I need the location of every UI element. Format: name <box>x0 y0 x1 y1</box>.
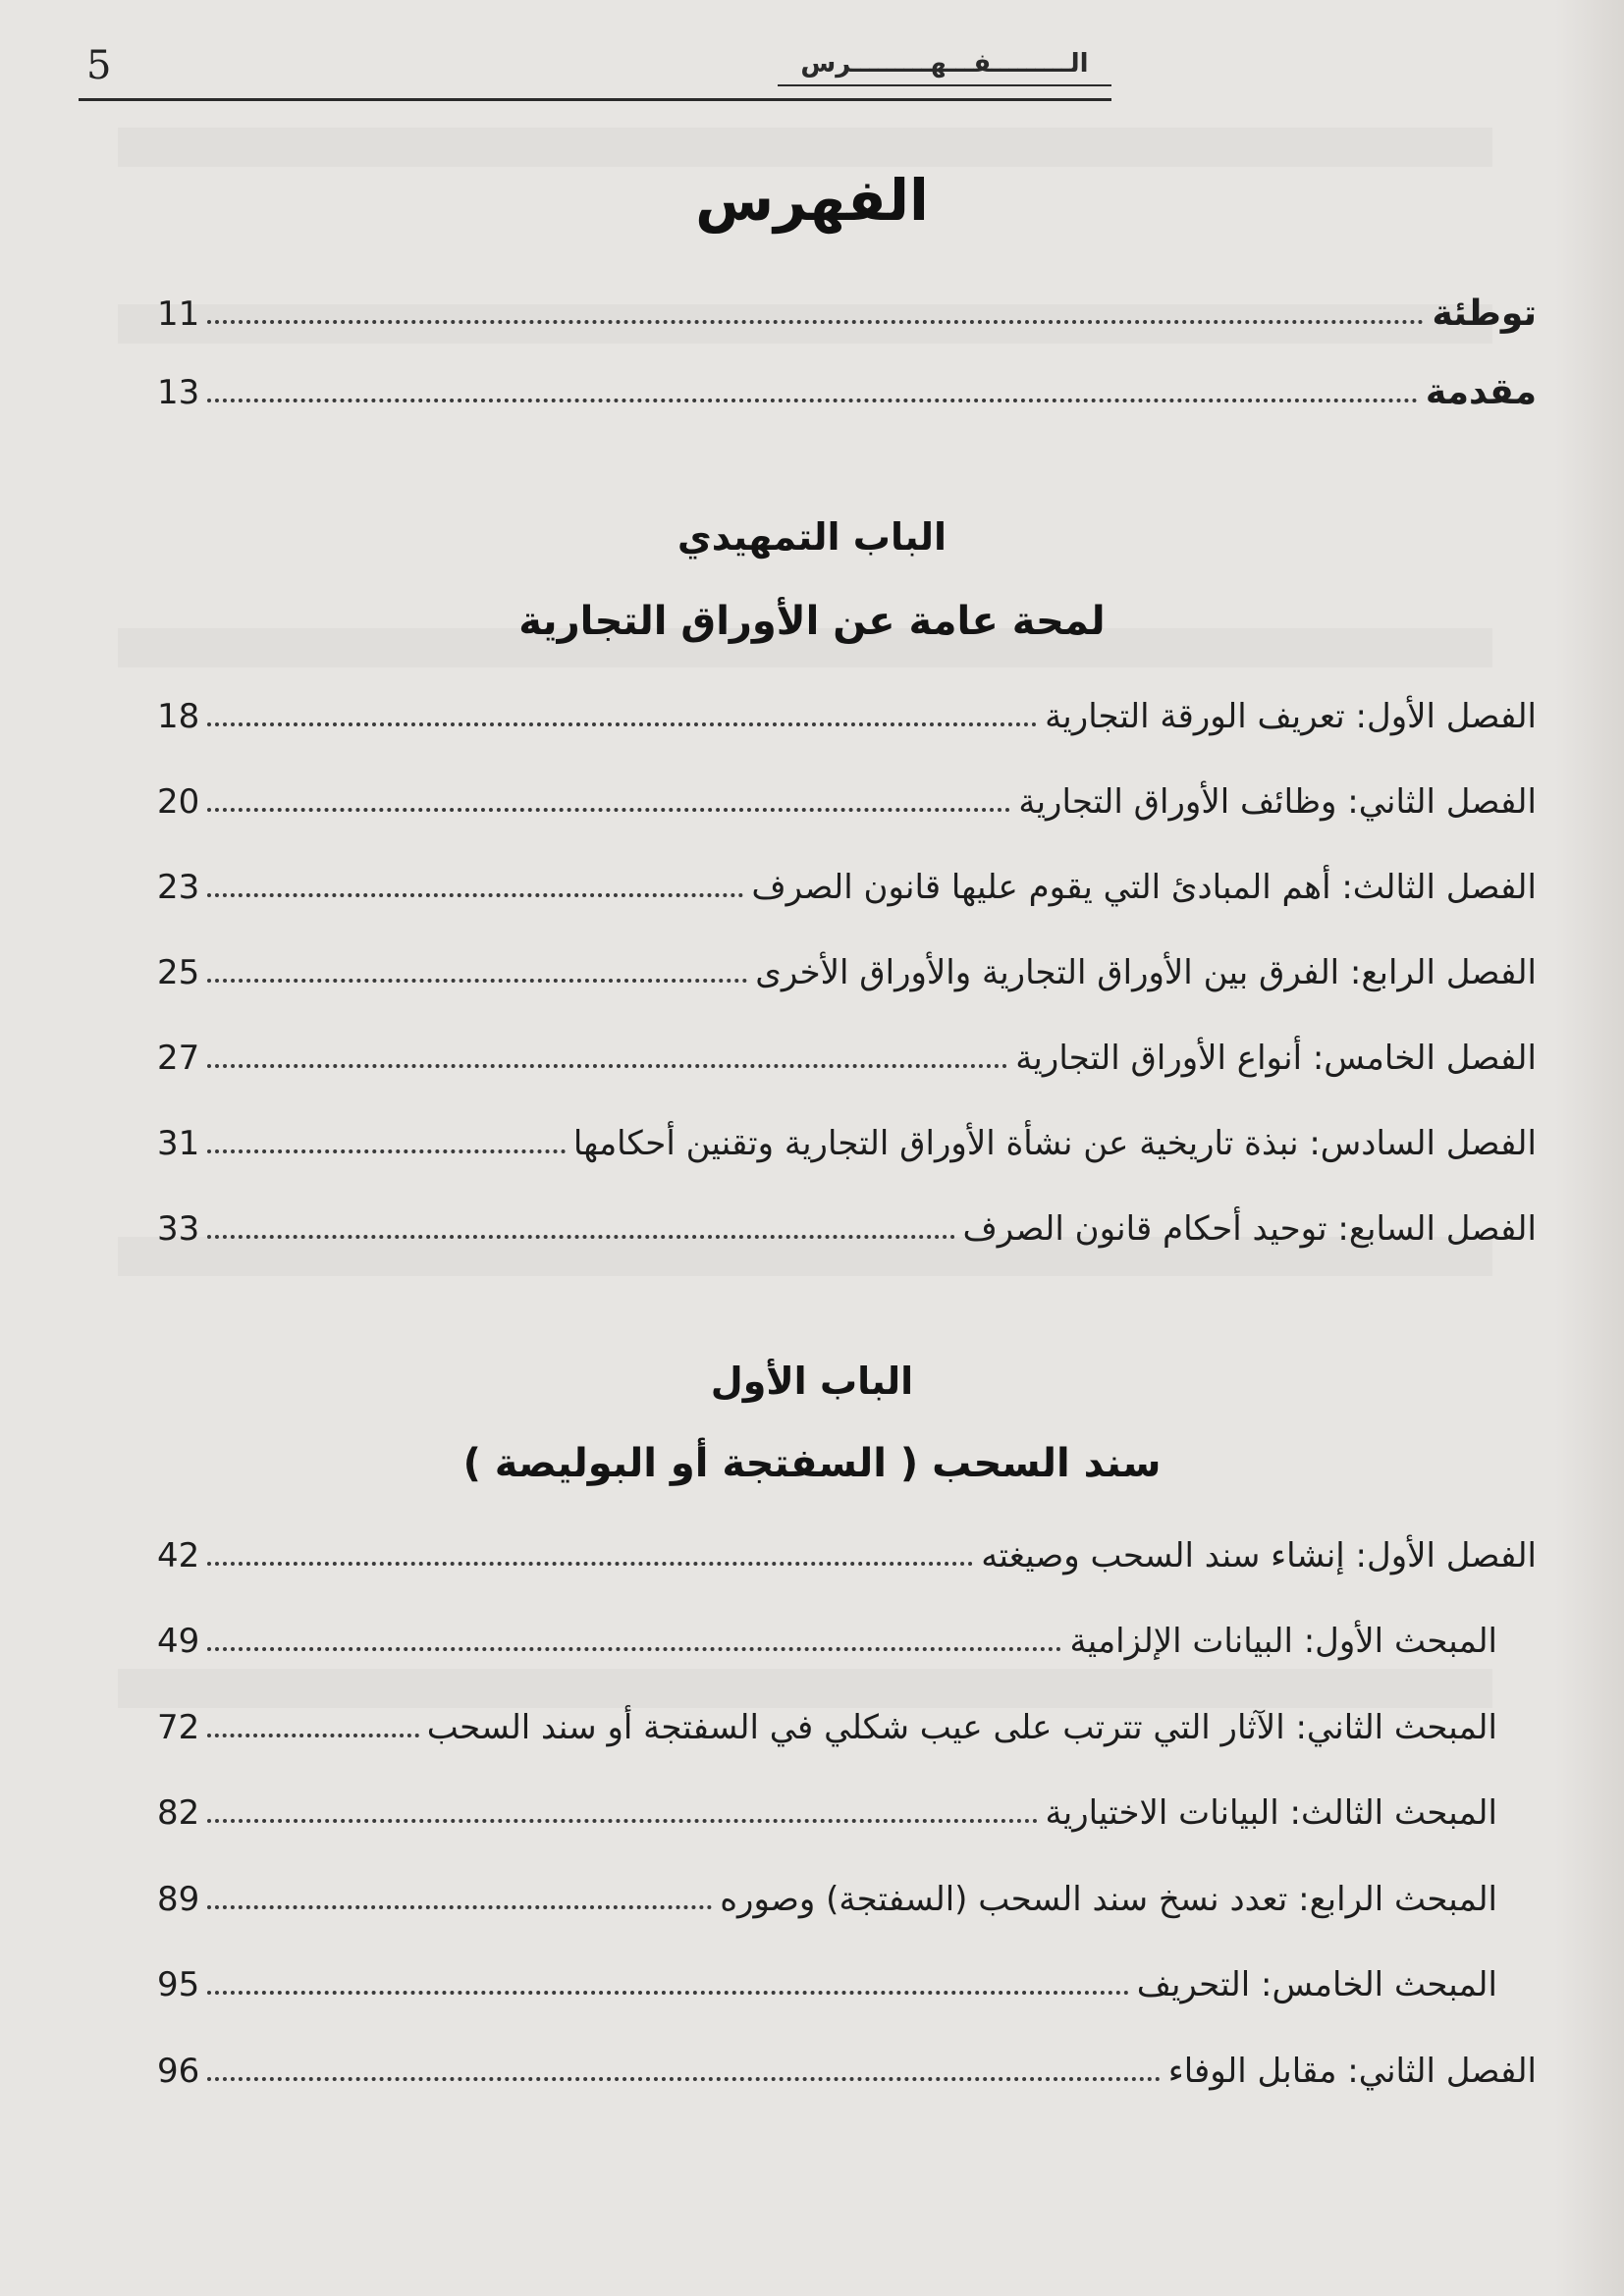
toc-entry-introduction[interactable] <box>157 285 1537 334</box>
dot-leader <box>207 1064 1007 1068</box>
toc-entry-label: الفصل الأول: إنشاء سند السحب وصيغته <box>981 1536 1537 1575</box>
toc-entry-label: مقدمة <box>1425 372 1537 412</box>
toc-entry-label: المبحث الثاني: الآثار التي تترتب على عيب شكلي في السفتجة أو سند السحب <box>426 1708 1497 1747</box>
toc-entry-label: المبحث الأول: البيانات الإلزامية <box>1069 1622 1497 1661</box>
part-heading-preliminary: الباب التمهيدي <box>677 515 947 559</box>
toc-entry-label: الفصل السادس: نبذة تاريخية عن نشأة الأوراق التجارية وتقنين أحكامها <box>572 1124 1537 1163</box>
dot-leader <box>207 1235 954 1239</box>
dot-leader <box>207 1734 419 1737</box>
dot-leader <box>207 1819 1037 1823</box>
toc-entry-label: الفصل السابع: توحيد أحكام قانون الصرف <box>962 1209 1537 1249</box>
toc-entry-page: 27 <box>157 1039 200 1078</box>
toc-entry-label: الفصل الثاني: وظائف الأوراق التجارية <box>1018 782 1537 822</box>
dot-leader <box>207 1562 973 1566</box>
toc-entry-label: المبحث الرابع: تعدد نسخ سند السحب (السفتجة) وصوره <box>720 1880 1497 1919</box>
toc-entry[interactable] <box>157 858 1537 907</box>
toc-entry-label: المبحث الثالث: البيانات الاختيارية <box>1045 1793 1497 1833</box>
toc-entry-page: 23 <box>157 868 200 907</box>
toc-subentry[interactable] <box>157 1955 1497 2004</box>
running-header <box>79 39 1111 101</box>
toc-entry-page: 95 <box>157 1965 200 2004</box>
dot-leader <box>207 1149 566 1153</box>
toc-subentry[interactable] <box>157 1784 1497 1833</box>
toc-entry-page: 18 <box>157 697 200 736</box>
toc-entry-page: 20 <box>157 782 200 822</box>
page-edge-shadow <box>1555 0 1624 2296</box>
toc-entry-preface[interactable] <box>157 363 1537 412</box>
toc-entry-page: 49 <box>157 1622 200 1661</box>
toc-entry-label: الفصل الخامس: أنواع الأوراق التجارية <box>1015 1039 1537 1078</box>
toc-entry[interactable] <box>157 773 1537 822</box>
toc-entry-page: 89 <box>157 1880 200 1919</box>
toc-entry-label: الفصل الأول: تعريف الورقة التجارية <box>1045 697 1537 736</box>
dot-leader <box>207 320 1424 324</box>
toc-entry[interactable] <box>157 687 1537 736</box>
toc-entry-page: 31 <box>157 1124 200 1163</box>
toc-entry-page: 96 <box>157 2052 200 2091</box>
page-title: الفهرس <box>695 167 929 234</box>
toc-subentry[interactable] <box>157 1698 1497 1747</box>
toc-entry-page: 33 <box>157 1209 200 1249</box>
running-title: الـــــــــفـــهـــــــــرس <box>778 49 1111 86</box>
dot-leader <box>207 2077 1160 2081</box>
dot-leader <box>207 979 747 983</box>
toc-entry-label: الفصل الرابع: الفرق بين الأوراق التجارية والأوراق الأخرى <box>755 953 1537 992</box>
toc-entry-label: المبحث الخامس: التحريف <box>1136 1965 1497 2004</box>
toc-entry-page: 13 <box>157 373 200 412</box>
toc-entry-page: 82 <box>157 1793 200 1833</box>
dot-leader <box>207 722 1037 726</box>
dot-leader <box>207 399 1418 402</box>
dot-leader <box>207 1905 712 1909</box>
page-number: 5 <box>86 43 112 88</box>
dot-leader <box>207 893 743 897</box>
toc-entry-label: توطئة <box>1432 294 1537 334</box>
dot-leader <box>207 1647 1061 1651</box>
toc-entry[interactable] <box>157 2042 1537 2091</box>
toc-entry-label: الفصل الثاني: مقابل الوفاء <box>1167 2052 1537 2091</box>
toc-entry[interactable] <box>157 1029 1537 1078</box>
toc-entry-page: 72 <box>157 1708 200 1747</box>
toc-entry[interactable] <box>157 1114 1537 1163</box>
toc-entry-page: 42 <box>157 1536 200 1575</box>
toc-subentry[interactable] <box>157 1612 1497 1661</box>
part-subtitle-first: سند السحب ( السفتجة أو البوليصة ) <box>462 1441 1162 1486</box>
dot-leader <box>207 808 1010 812</box>
toc-entry-label: الفصل الثالث: أهم المبادئ التي يقوم عليها قانون الصرف <box>751 868 1537 907</box>
toc-subentry[interactable] <box>157 1870 1497 1919</box>
part-subtitle-preliminary: لمحة عامة عن الأوراق التجارية <box>518 599 1106 644</box>
toc-entry[interactable] <box>157 1526 1537 1575</box>
toc-entry-page: 11 <box>157 294 200 334</box>
toc-entry[interactable] <box>157 1200 1537 1249</box>
dot-leader <box>207 1991 1129 1995</box>
toc-entry[interactable] <box>157 943 1537 992</box>
toc-entry-page: 25 <box>157 953 200 992</box>
part-heading-first: الباب الأول <box>710 1360 914 1403</box>
